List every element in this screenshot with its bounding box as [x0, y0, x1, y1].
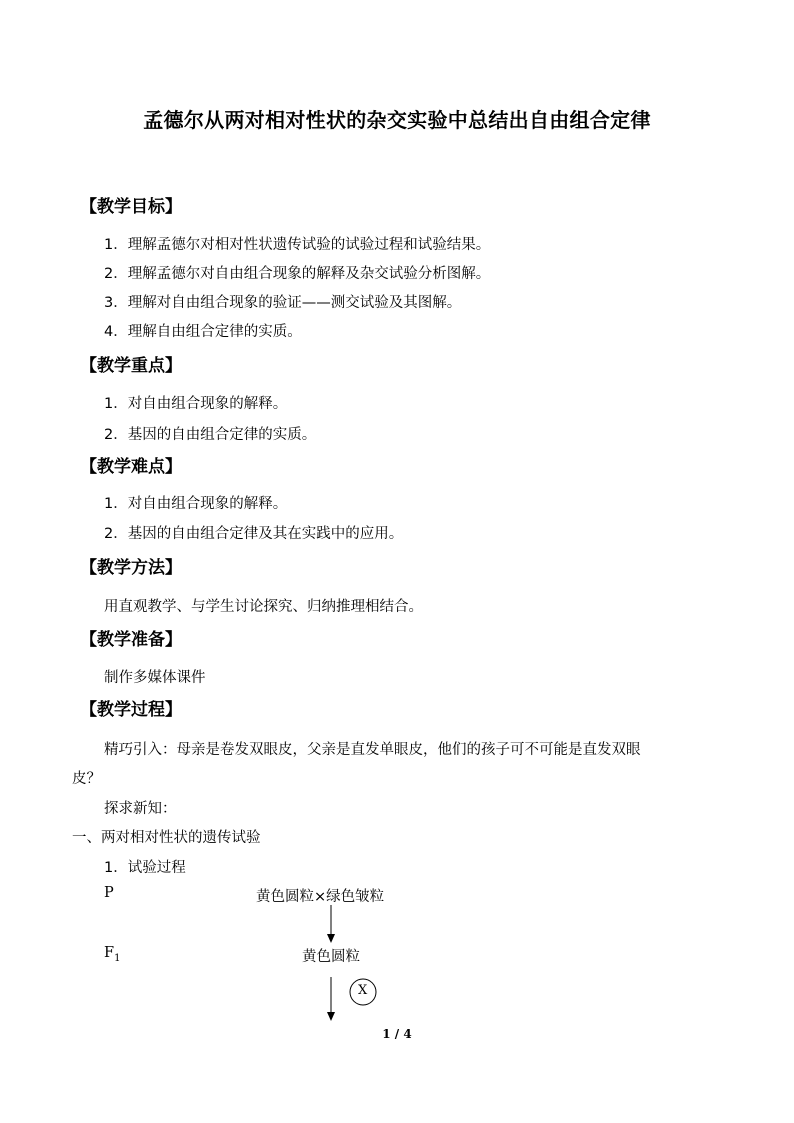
generation-f1-label [104, 945, 120, 964]
generation-p-label: P [104, 885, 114, 901]
objective-item-2: 2．理解孟德尔对自由组合现象的解释及杂交试验分析图解。 [104, 266, 491, 282]
objective-item-3: 3．理解对自由组合现象的验证——测交试验及其图解。 [104, 295, 462, 311]
sub-item-process: 1．试验过程 [104, 860, 186, 876]
page-number: 1 / 4 [382, 1027, 412, 1041]
heading-preparation: 【教学准备】 [80, 630, 182, 650]
heading-process: 【教学过程】 [80, 700, 182, 720]
page-title: 孟德尔从两对相对性状的杂交实验中总结出自由组合定律 [143, 108, 651, 132]
heading-objectives: 【教学目标】 [80, 197, 182, 217]
self-cross-symbol: X [358, 983, 368, 998]
heading-key-points: 【教学重点】 [80, 356, 182, 376]
objective-item-4: 4．理解自由组合定律的实质。 [104, 324, 302, 340]
f1-result-text: 黄色圆粒 [302, 949, 360, 965]
p-cross-text: 黄色圆粒×绿色皱粒 [256, 889, 385, 905]
intro-line-1: 精巧引入：母亲是卷发双眼皮，父亲是直发单眼皮，他们的孩子可不可能是直发双眼 [104, 742, 641, 758]
f1-subscript: 1 [114, 952, 121, 964]
key-point-item-1: 1．对自由组合现象的解释。 [104, 396, 288, 412]
key-point-item-2: 2．基因的自由组合定律的实质。 [104, 427, 317, 443]
difficulty-item-2: 2．基因的自由组合定律及其在实践中的应用。 [104, 526, 404, 542]
preparation-text: 制作多媒体课件 [104, 670, 206, 686]
heading-methods: 【教学方法】 [80, 558, 182, 578]
section-subheading: 一、两对相对性状的遗传试验 [72, 830, 261, 846]
explore-text: 探求新知： [104, 801, 177, 817]
arrow-f1-to-f2 [327, 977, 335, 1021]
difficulty-item-1: 1．对自由组合现象的解释。 [104, 496, 288, 512]
arrow-p-to-f1 [327, 905, 335, 943]
objective-item-1: 1．理解孟德尔对相对性状遗传试验的试验过程和试验结果。 [104, 237, 491, 253]
intro-line-2: 皮？ [72, 771, 101, 787]
heading-difficulties: 【教学难点】 [80, 457, 182, 477]
methods-text: 用直观教学、与学生讨论探究、归纳推理相结合。 [104, 599, 423, 615]
f1-letter: F [104, 945, 115, 961]
